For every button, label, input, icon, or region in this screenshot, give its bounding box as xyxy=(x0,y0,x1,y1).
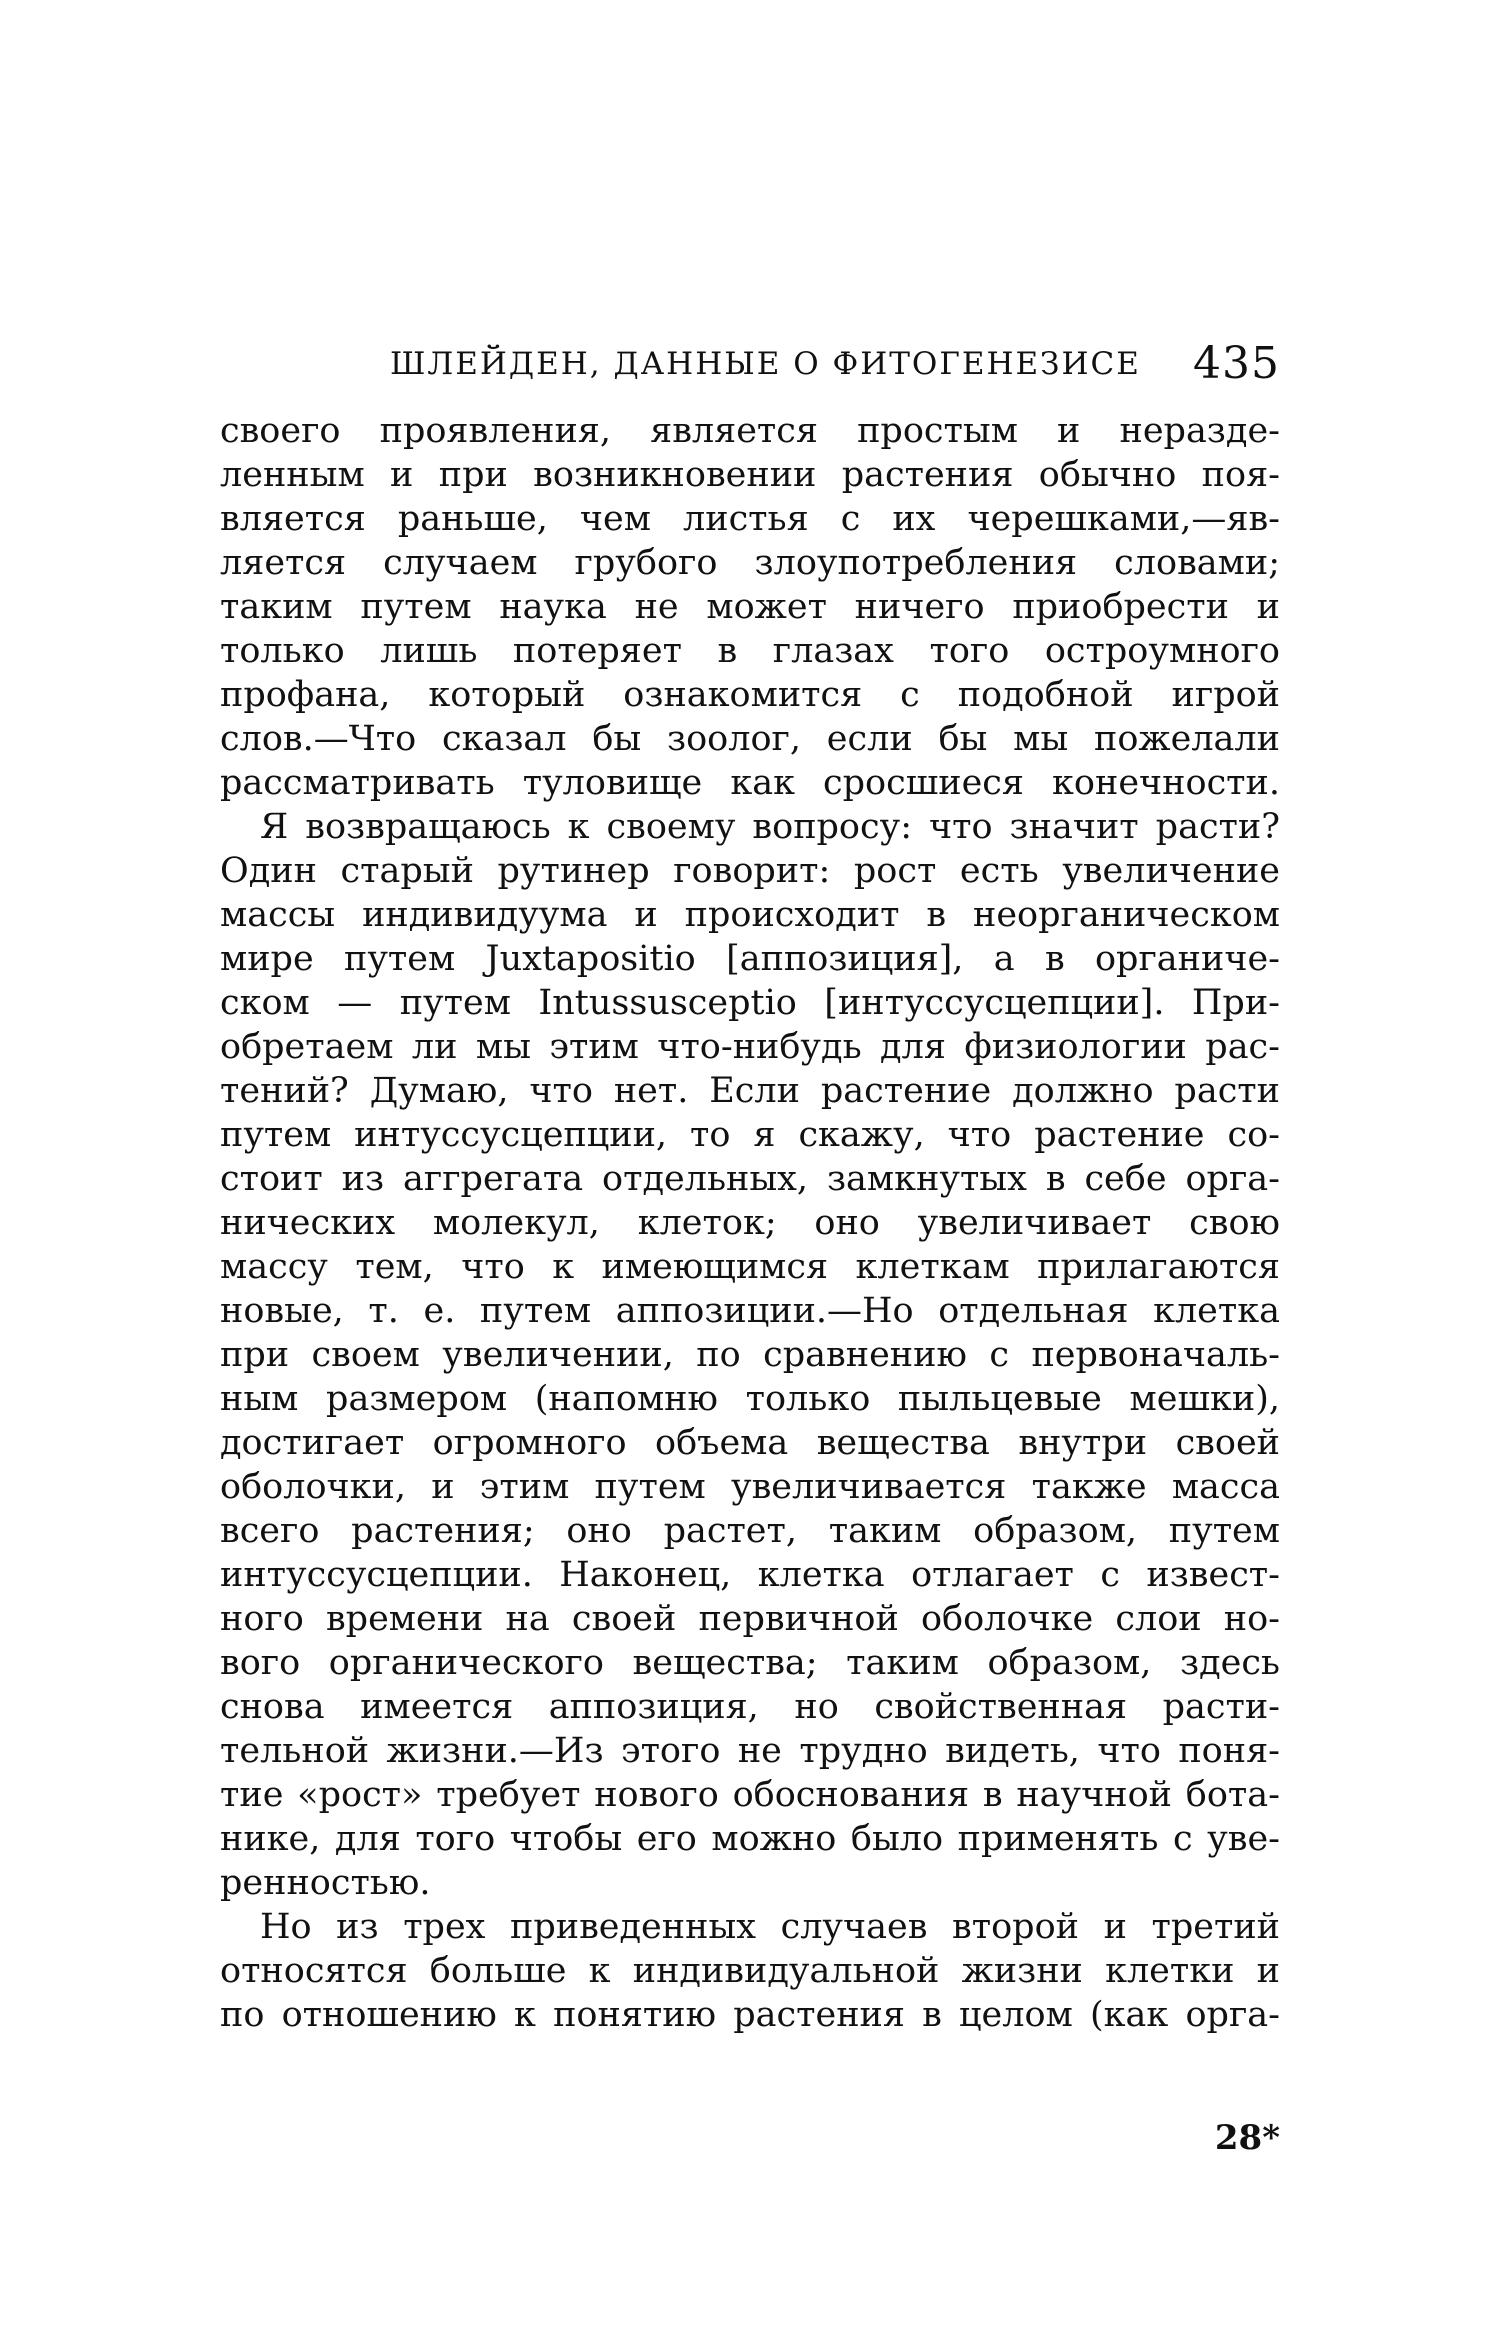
text-line-5: таким путем наука не может ничего приобрести и xyxy=(220,587,1280,627)
text-line-20: массу тем, что к имеющимся клеткам прилагаются xyxy=(220,1247,1280,1287)
text-line-14: ском — путем Intussusceptio [интуссусцепции]. При- xyxy=(220,983,1280,1023)
text-line-31: тельной жизни.—Из этого не трудно видеть, что поня- xyxy=(220,1731,1280,1771)
text-line-17: путем интуссусцепции, то я скажу, что растение со- xyxy=(220,1115,1280,1155)
text-line-18: стоит из аггрегата отдельных, замкнутых в себе орга- xyxy=(220,1159,1280,1199)
text-line-15: обретаем ли мы этим что-нибудь для физиологии рас- xyxy=(220,1027,1280,1067)
text-line-4: ляется случаем грубого злоупотребления словами; xyxy=(220,543,1280,583)
text-line-24: достигает огромного объема вещества внутри своей xyxy=(220,1423,1280,1463)
page-number: 435 xyxy=(1193,338,1280,389)
text-line-28: ного времени на своей первичной оболочке слои но- xyxy=(220,1599,1280,1639)
text-line-19: нических молекул, клеток; оно увеличивает свою xyxy=(220,1203,1280,1243)
text-line-25: оболочки, и этим путем увеличивается также масса xyxy=(220,1467,1280,1507)
text-line-35: Но из трех приведенных случаев второй и третий xyxy=(260,1907,1280,1947)
text-line-16: тений? Думаю, что нет. Если растение должно расти xyxy=(220,1071,1280,1111)
text-line-11: Один старый рутинер говорит: рост есть увеличение xyxy=(220,851,1280,891)
text-line-26: всего растения; оно растет, таким образом, путем xyxy=(220,1511,1280,1551)
body-text xyxy=(220,410,1280,2060)
text-line-10: Я возвращаюсь к своему вопросу: что значит расти? xyxy=(260,807,1280,847)
text-line-6: только лишь потеряет в глазах того остроумного xyxy=(220,631,1280,671)
text-line-21: новые, т. е. путем аппозиции.—Но отдельная клетка xyxy=(220,1291,1280,1331)
text-line-23: ным размером (напомню только пыльцевые мешки), xyxy=(220,1379,1280,1419)
running-title: ШЛЕЙДЕН, ДАННЫЕ О ФИТОГЕНЕЗИСЕ xyxy=(390,346,1141,382)
text-line-36: относятся больше к индивидуальной жизни клетки и xyxy=(220,1951,1280,1991)
text-line-3: вляется раньше, чем листья с их черешками,—яв- xyxy=(220,499,1280,539)
signature-mark: 28* xyxy=(1214,2118,1280,2158)
text-line-34: ренностью. xyxy=(220,1863,431,1903)
text-line-2: ленным и при возникновении растения обычно поя- xyxy=(220,455,1280,495)
text-line-33: нике, для того чтобы его можно было применять с уве- xyxy=(220,1819,1280,1859)
text-line-29: вого органического вещества; таким образом, здесь xyxy=(220,1643,1280,1683)
text-line-22: при своем увеличении, по сравнению с первоначаль- xyxy=(220,1335,1280,1375)
text-line-30: снова имеется аппозиция, но свойственная расти- xyxy=(220,1687,1280,1727)
text-line-7: профана, который ознакомится с подобной игрой xyxy=(220,675,1280,715)
text-line-27: интуссусцепции. Наконец, клетка отлагает с извест- xyxy=(220,1555,1280,1595)
text-line-32: тие «рост» требует нового обоснования в научной бота- xyxy=(220,1775,1280,1815)
text-line-9: рассматривать туловище как сросшиеся конечности. xyxy=(220,763,1280,803)
text-line-37: по отношению к понятию растения в целом (как орга- xyxy=(220,1995,1280,2035)
text-line-1: своего проявления, является простым и неразде- xyxy=(220,411,1280,451)
text-line-8: слов.—Что сказал бы зоолог, если бы мы пожелали xyxy=(220,719,1280,759)
text-line-13: мире путем Juxtapositio [аппозиция], а в органиче- xyxy=(220,939,1280,979)
text-line-12: массы индивидуума и происходит в неорганическом xyxy=(220,895,1280,935)
running-head xyxy=(390,340,1280,400)
